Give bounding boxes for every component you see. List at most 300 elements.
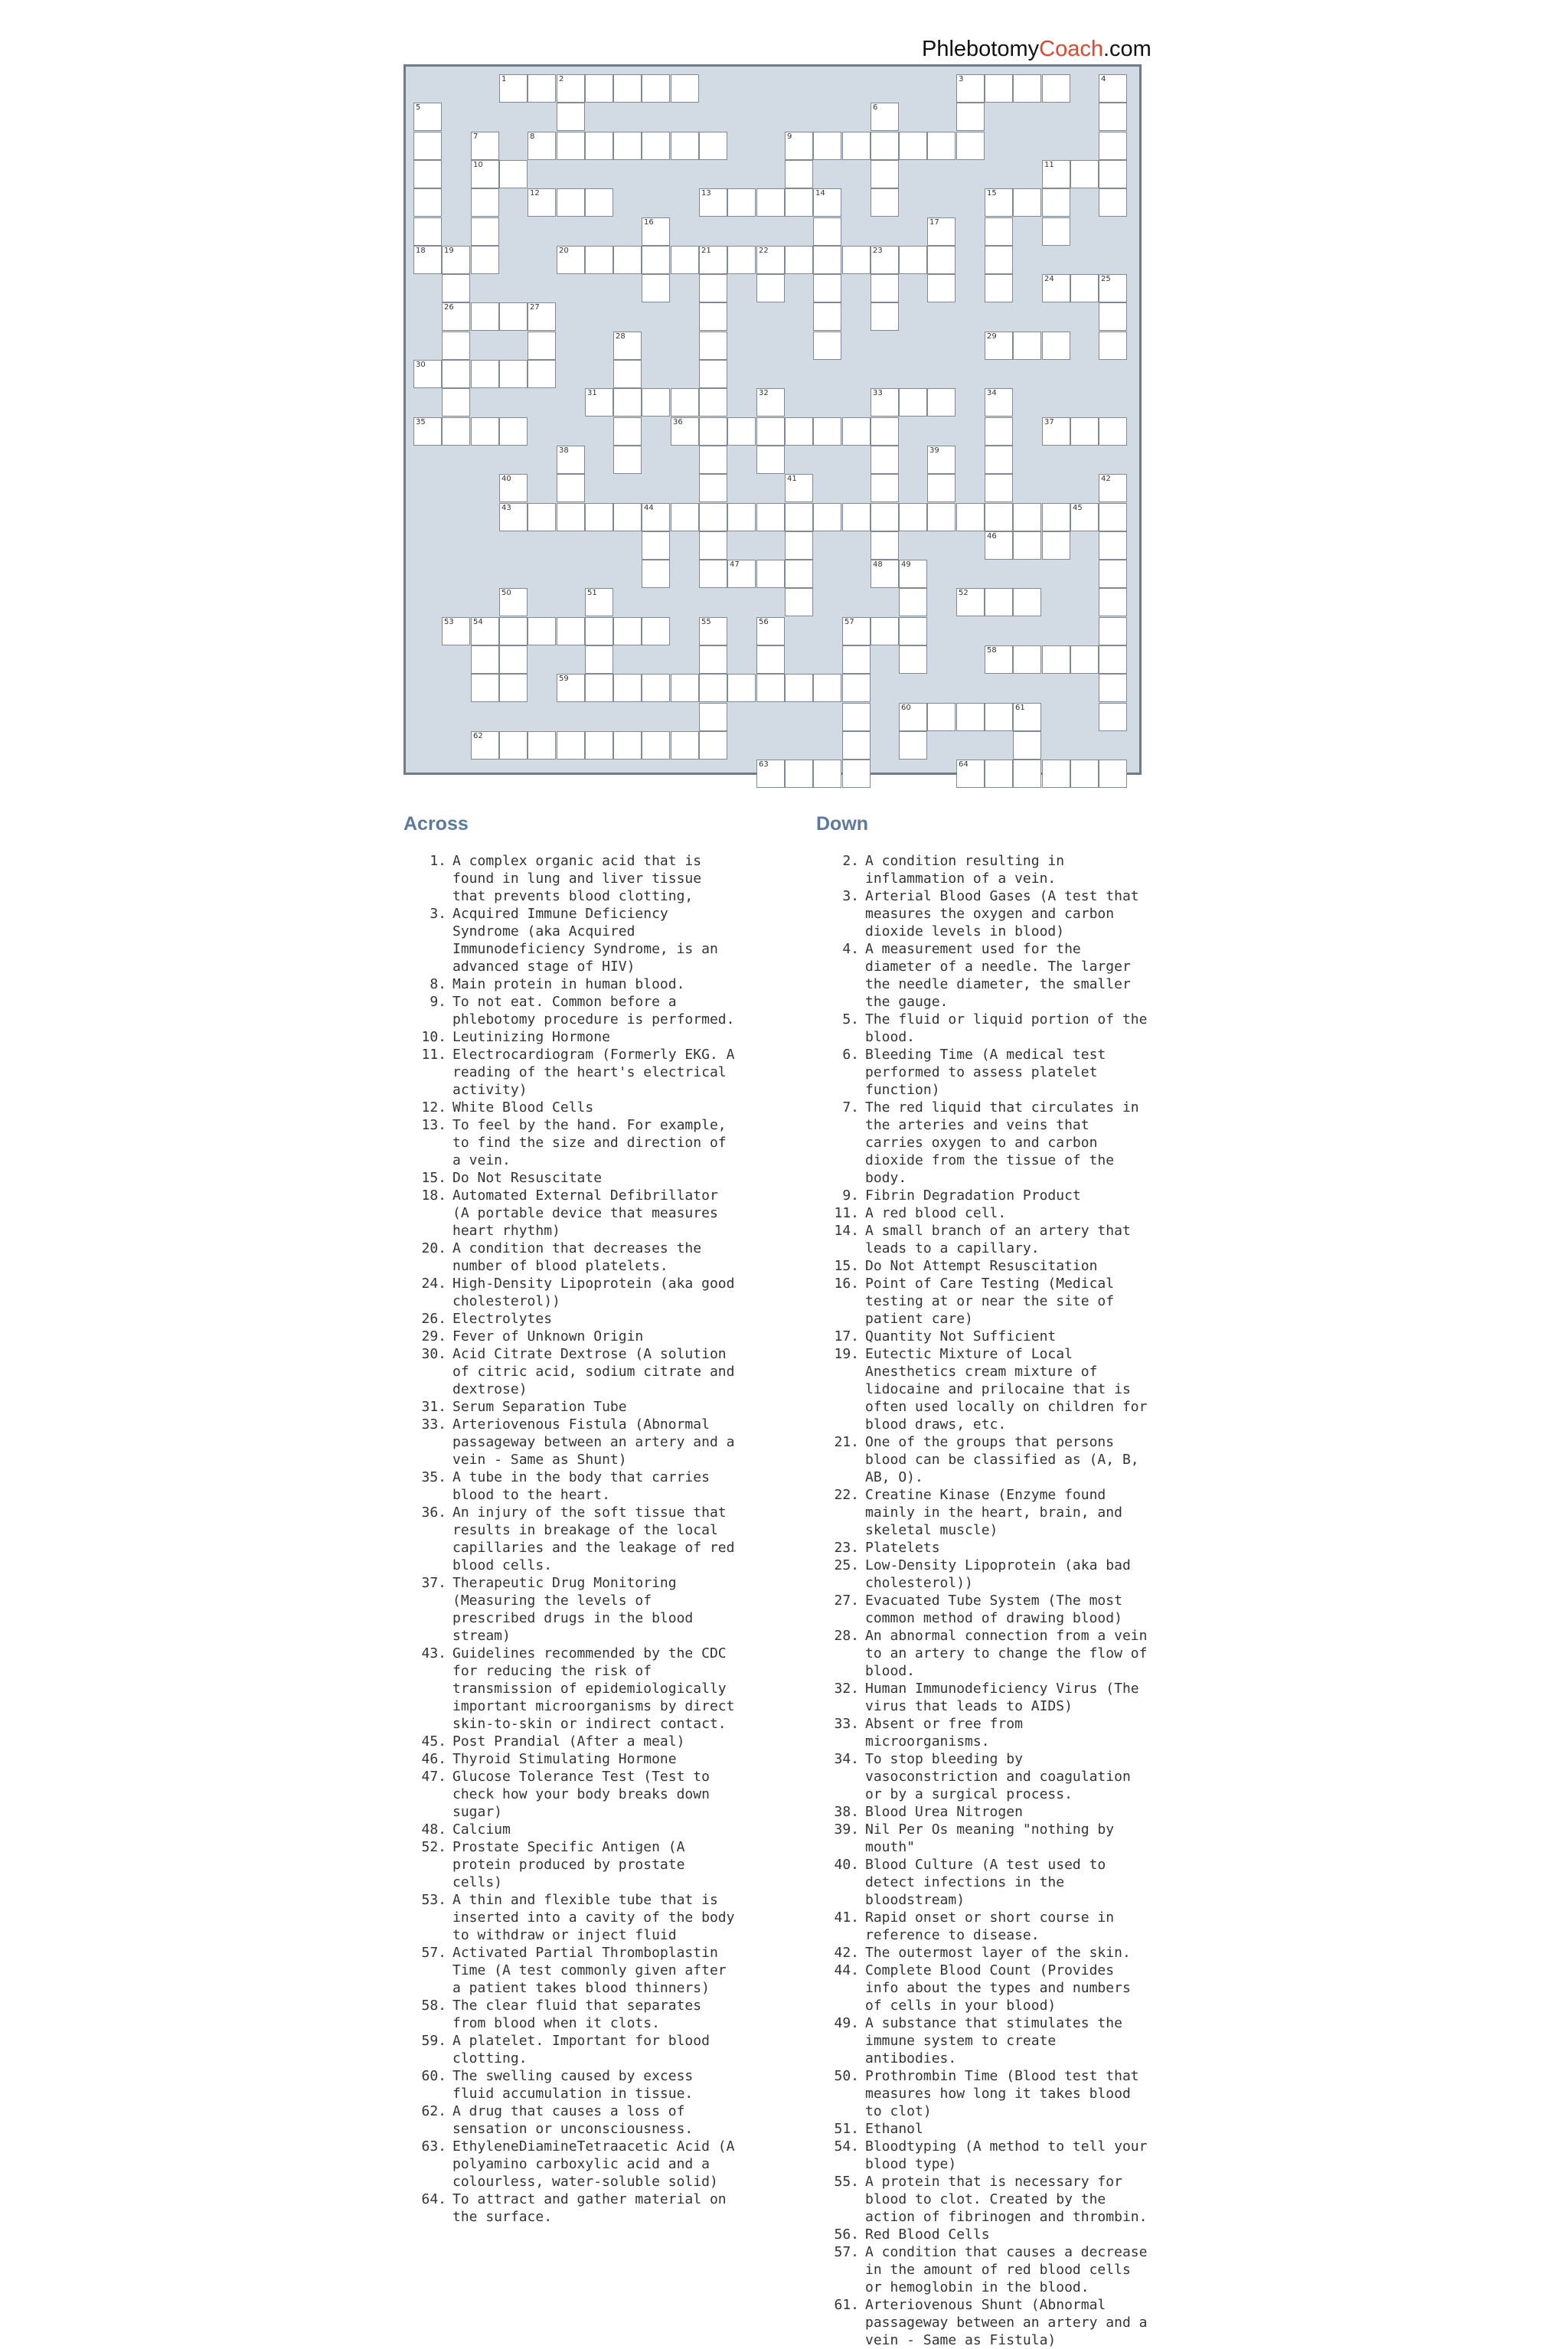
crossword-cell[interactable] bbox=[985, 246, 1013, 274]
crossword-cell[interactable] bbox=[842, 503, 871, 531]
cell-number: 31 bbox=[587, 389, 597, 397]
crossword-cell[interactable] bbox=[442, 302, 470, 331]
crossword-cell[interactable] bbox=[985, 417, 1013, 446]
crossword-cell[interactable] bbox=[642, 674, 670, 702]
crossword-cell[interactable] bbox=[613, 132, 642, 160]
crossword-cell[interactable] bbox=[785, 188, 813, 217]
crossword-cell[interactable] bbox=[671, 731, 699, 760]
crossword-cell[interactable] bbox=[1099, 132, 1127, 160]
crossword-cell[interactable] bbox=[557, 132, 585, 160]
crossword-cell[interactable] bbox=[557, 246, 585, 274]
crossword-cell[interactable] bbox=[557, 617, 585, 645]
crossword-cell[interactable] bbox=[613, 503, 642, 531]
crossword-cell[interactable] bbox=[842, 703, 871, 731]
crossword-cell[interactable] bbox=[813, 302, 841, 331]
crossword-cell[interactable] bbox=[1013, 332, 1041, 360]
crossword-cell[interactable] bbox=[471, 417, 499, 446]
crossword-cell[interactable] bbox=[671, 246, 699, 274]
crossword-cell[interactable] bbox=[442, 274, 470, 302]
crossword-cell[interactable] bbox=[927, 132, 956, 160]
crossword-cell[interactable] bbox=[842, 246, 871, 274]
crossword-cell[interactable] bbox=[528, 132, 556, 160]
crossword-cell[interactable] bbox=[1013, 703, 1041, 731]
crossword-cell[interactable] bbox=[613, 731, 642, 760]
crossword-cell[interactable] bbox=[756, 674, 785, 702]
crossword-cell[interactable] bbox=[671, 132, 699, 160]
crossword-cell[interactable] bbox=[871, 560, 899, 588]
crossword-cell[interactable] bbox=[413, 246, 442, 274]
crossword-cell[interactable] bbox=[671, 74, 699, 103]
crossword-cell[interactable] bbox=[899, 731, 927, 760]
crossword-cell[interactable] bbox=[985, 74, 1013, 103]
cell-number: 46 bbox=[987, 532, 997, 541]
crossword-cell[interactable] bbox=[1099, 74, 1127, 103]
across-clue bbox=[403, 1169, 740, 1187]
crossword-cell[interactable] bbox=[871, 274, 899, 302]
crossword-cell[interactable] bbox=[1042, 417, 1070, 446]
crossword-cell[interactable] bbox=[785, 531, 813, 560]
crossword-cell[interactable] bbox=[985, 645, 1013, 674]
crossword-cell[interactable] bbox=[813, 274, 841, 302]
crossword-cell[interactable] bbox=[1042, 160, 1070, 188]
crossword-cell[interactable] bbox=[671, 503, 699, 531]
crossword-cell[interactable] bbox=[813, 246, 841, 274]
crossword-cell[interactable] bbox=[699, 617, 727, 645]
crossword-cell[interactable] bbox=[899, 617, 927, 645]
crossword-cell[interactable] bbox=[1099, 332, 1127, 360]
crossword-cell[interactable] bbox=[1013, 645, 1041, 674]
crossword-cell[interactable] bbox=[642, 731, 670, 760]
crossword-cell[interactable] bbox=[471, 160, 499, 188]
crossword-cell[interactable] bbox=[842, 760, 871, 788]
crossword-cell[interactable] bbox=[471, 302, 499, 331]
crossword-cell[interactable] bbox=[927, 703, 956, 731]
crossword-cell[interactable] bbox=[1099, 474, 1127, 502]
clue-text: A condition that decreases the number of blood platelets. bbox=[452, 1240, 702, 1274]
crossword-cell[interactable] bbox=[557, 74, 585, 103]
clue-number: 11. bbox=[421, 1047, 446, 1063]
clue-text: Point of Care Testing (Medical testing at or near the site of patient care) bbox=[865, 1276, 1115, 1327]
crossword-cell[interactable] bbox=[785, 760, 813, 788]
clue-number: 56. bbox=[834, 2226, 859, 2243]
crossword-cell[interactable] bbox=[1013, 503, 1041, 531]
crossword-cell[interactable] bbox=[1099, 531, 1127, 560]
crossword-cell[interactable] bbox=[1099, 617, 1127, 645]
crossword-cell[interactable] bbox=[613, 617, 642, 645]
cell-number: 12 bbox=[530, 189, 540, 198]
crossword-cell[interactable] bbox=[528, 74, 556, 103]
crossword-cell[interactable] bbox=[413, 217, 442, 246]
crossword-cell[interactable] bbox=[785, 503, 813, 531]
down-clue bbox=[816, 2014, 1153, 2067]
cell-number: 40 bbox=[501, 475, 511, 483]
crossword-cell[interactable] bbox=[499, 360, 528, 388]
crossword-cell[interactable] bbox=[585, 74, 613, 103]
crossword-cell[interactable] bbox=[756, 645, 785, 674]
crossword-cell[interactable] bbox=[442, 617, 470, 645]
crossword-cell[interactable] bbox=[813, 503, 841, 531]
crossword-cell[interactable] bbox=[1099, 588, 1127, 616]
crossword-cell[interactable] bbox=[699, 388, 727, 417]
crossword-cell[interactable] bbox=[871, 531, 899, 560]
crossword-cell[interactable] bbox=[1042, 188, 1070, 217]
crossword-cell[interactable] bbox=[1013, 731, 1041, 760]
crossword-cell[interactable] bbox=[557, 103, 585, 131]
crossword-cell[interactable] bbox=[557, 731, 585, 760]
crossword-cell[interactable] bbox=[727, 246, 756, 274]
crossword-cell[interactable] bbox=[499, 302, 528, 331]
crossword-cell[interactable] bbox=[699, 274, 727, 302]
cell-number: 48 bbox=[873, 560, 883, 569]
crossword-cell[interactable] bbox=[927, 474, 956, 502]
crossword-cell[interactable] bbox=[956, 103, 985, 131]
crossword-cell[interactable] bbox=[499, 74, 528, 103]
crossword-cell[interactable] bbox=[842, 617, 871, 645]
crossword-cell[interactable] bbox=[528, 332, 556, 360]
crossword-cell[interactable] bbox=[613, 74, 642, 103]
crossword-cell[interactable] bbox=[1042, 274, 1070, 302]
crossword-cell[interactable] bbox=[585, 645, 613, 674]
crossword-cell[interactable] bbox=[499, 160, 528, 188]
crossword-cell[interactable] bbox=[1070, 645, 1099, 674]
crossword-cell[interactable] bbox=[813, 674, 841, 702]
crossword-cell[interactable] bbox=[585, 188, 613, 217]
crossword-cell[interactable] bbox=[985, 531, 1013, 560]
crossword-cell[interactable] bbox=[756, 246, 785, 274]
crossword-cell[interactable] bbox=[956, 703, 985, 731]
crossword-cell[interactable] bbox=[699, 474, 727, 502]
crossword-cell[interactable] bbox=[699, 703, 727, 731]
crossword-cell[interactable] bbox=[871, 160, 899, 188]
crossword-cell[interactable] bbox=[642, 217, 670, 246]
crossword-cell[interactable] bbox=[727, 503, 756, 531]
crossword-cell[interactable] bbox=[871, 417, 899, 446]
crossword-cell[interactable] bbox=[585, 246, 613, 274]
crossword-cell[interactable] bbox=[528, 188, 556, 217]
crossword-cell[interactable] bbox=[985, 588, 1013, 616]
crossword-cell[interactable] bbox=[871, 388, 899, 417]
clue-text: Arteriovenous Fistula (Abnormal passageway between an artery and a vein - Same as Shunt) bbox=[452, 1416, 735, 1468]
crossword-cell[interactable] bbox=[727, 560, 756, 588]
crossword-cell[interactable] bbox=[699, 645, 727, 674]
crossword-cell[interactable] bbox=[842, 132, 871, 160]
cell-number: 20 bbox=[559, 247, 569, 255]
crossword-cell[interactable] bbox=[699, 246, 727, 274]
crossword-cell[interactable] bbox=[1099, 302, 1127, 331]
crossword-cell[interactable] bbox=[985, 274, 1013, 302]
crossword-cell[interactable] bbox=[727, 417, 756, 446]
crossword-cell[interactable] bbox=[413, 417, 442, 446]
crossword-cell[interactable] bbox=[613, 674, 642, 702]
crossword-cell[interactable] bbox=[813, 217, 841, 246]
crossword-cell[interactable] bbox=[671, 417, 699, 446]
crossword-cell[interactable] bbox=[642, 560, 670, 588]
cell-number: 52 bbox=[959, 589, 969, 597]
crossword-cell[interactable] bbox=[442, 246, 470, 274]
crossword-cell[interactable] bbox=[1042, 332, 1070, 360]
clue-text: Guidelines recommended by the CDC for reducing the risk of transmission of epidemiologically important microorganisms by direct skin-to-skin or indirect contact. bbox=[452, 1645, 735, 1732]
crossword-cell[interactable] bbox=[699, 503, 727, 531]
crossword-cell[interactable] bbox=[642, 274, 670, 302]
crossword-cell[interactable] bbox=[985, 332, 1013, 360]
crossword-cell[interactable] bbox=[585, 503, 613, 531]
crossword-cell[interactable] bbox=[899, 388, 927, 417]
crossword-cell[interactable] bbox=[585, 674, 613, 702]
crossword-cell[interactable] bbox=[899, 703, 927, 731]
crossword-cell[interactable] bbox=[585, 388, 613, 417]
crossword-cell[interactable] bbox=[871, 132, 899, 160]
crossword-cell[interactable] bbox=[785, 417, 813, 446]
crossword-cell[interactable] bbox=[985, 388, 1013, 417]
crossword-cell[interactable] bbox=[871, 188, 899, 217]
crossword-cell[interactable] bbox=[899, 560, 927, 588]
crossword-cell[interactable] bbox=[756, 446, 785, 474]
crossword-cell[interactable] bbox=[699, 302, 727, 331]
crossword-cell[interactable] bbox=[671, 674, 699, 702]
crossword-cell[interactable] bbox=[927, 388, 956, 417]
crossword-cell[interactable] bbox=[871, 446, 899, 474]
crossword-cell[interactable] bbox=[1070, 760, 1099, 788]
crossword-cell[interactable] bbox=[927, 446, 956, 474]
crossword-cell[interactable] bbox=[756, 188, 785, 217]
crossword-cell[interactable] bbox=[1070, 503, 1099, 531]
crossword-cell[interactable] bbox=[756, 617, 785, 645]
crossword-cell[interactable] bbox=[956, 74, 985, 103]
crossword-cell[interactable] bbox=[871, 474, 899, 502]
crossword-cell[interactable] bbox=[642, 503, 670, 531]
crossword-cell[interactable] bbox=[557, 446, 585, 474]
crossword-cell[interactable] bbox=[671, 388, 699, 417]
crossword-cell[interactable] bbox=[499, 731, 528, 760]
crossword-cell[interactable] bbox=[499, 645, 528, 674]
crossword-cell[interactable] bbox=[499, 617, 528, 645]
crossword-cell[interactable] bbox=[1070, 417, 1099, 446]
crossword-cell[interactable] bbox=[842, 674, 871, 702]
crossword-cell[interactable] bbox=[813, 132, 841, 160]
crossword-cell[interactable] bbox=[1099, 103, 1127, 131]
crossword-cell[interactable] bbox=[1042, 74, 1070, 103]
crossword-cell[interactable] bbox=[413, 160, 442, 188]
crossword-cell[interactable] bbox=[985, 217, 1013, 246]
crossword-cell[interactable] bbox=[585, 617, 613, 645]
crossword-cell[interactable] bbox=[557, 474, 585, 502]
crossword-cell[interactable] bbox=[985, 188, 1013, 217]
crossword-cell[interactable] bbox=[413, 103, 442, 131]
crossword-cell[interactable] bbox=[442, 388, 470, 417]
clue-text: Evacuated Tube System (The most common method of drawing blood) bbox=[865, 1593, 1122, 1626]
crossword-cell[interactable] bbox=[613, 332, 642, 360]
crossword-cell[interactable] bbox=[785, 132, 813, 160]
crossword-cell[interactable] bbox=[699, 446, 727, 474]
crossword-cell[interactable] bbox=[927, 503, 956, 531]
clue-number: 7. bbox=[842, 1099, 859, 1116]
crossword-cell[interactable] bbox=[1099, 274, 1127, 302]
crossword-cell[interactable] bbox=[899, 132, 927, 160]
crossword-cell[interactable] bbox=[699, 188, 727, 217]
crossword-cell[interactable] bbox=[1099, 417, 1127, 446]
crossword-cell[interactable] bbox=[642, 132, 670, 160]
crossword-cell[interactable] bbox=[756, 760, 785, 788]
crossword-cell[interactable] bbox=[413, 132, 442, 160]
crossword-cell[interactable] bbox=[871, 617, 899, 645]
crossword-cell[interactable] bbox=[785, 588, 813, 616]
crossword-cell[interactable] bbox=[756, 274, 785, 302]
crossword-cell[interactable] bbox=[471, 645, 499, 674]
crossword-cell[interactable] bbox=[699, 560, 727, 588]
crossword-cell[interactable] bbox=[1042, 645, 1070, 674]
down-clue bbox=[816, 1821, 1153, 1856]
crossword-cell[interactable] bbox=[471, 188, 499, 217]
crossword-cell[interactable] bbox=[927, 274, 956, 302]
crossword-cell[interactable] bbox=[499, 588, 528, 616]
crossword-cell[interactable] bbox=[785, 560, 813, 588]
crossword-cell[interactable] bbox=[1013, 188, 1041, 217]
crossword-cell[interactable] bbox=[442, 360, 470, 388]
crossword-cell[interactable] bbox=[471, 617, 499, 645]
cell-number: 5 bbox=[416, 103, 421, 112]
crossword-cell[interactable] bbox=[985, 503, 1013, 531]
crossword-cell[interactable] bbox=[585, 731, 613, 760]
crossword-cell[interactable] bbox=[1099, 645, 1127, 674]
crossword-cell[interactable] bbox=[813, 760, 841, 788]
crossword-cell[interactable] bbox=[1099, 503, 1127, 531]
crossword-cell[interactable] bbox=[1013, 588, 1041, 616]
crossword-cell[interactable] bbox=[642, 246, 670, 274]
crossword-cell[interactable] bbox=[842, 417, 871, 446]
crossword-cell[interactable] bbox=[956, 588, 985, 616]
crossword-cell[interactable] bbox=[499, 674, 528, 702]
crossword-cell[interactable] bbox=[813, 417, 841, 446]
crossword-cell[interactable] bbox=[699, 132, 727, 160]
crossword-cell[interactable] bbox=[613, 246, 642, 274]
crossword-cell[interactable] bbox=[813, 332, 841, 360]
crossword-cell[interactable] bbox=[985, 474, 1013, 502]
crossword-cell[interactable] bbox=[756, 503, 785, 531]
crossword-cell[interactable] bbox=[956, 132, 985, 160]
crossword-cell[interactable] bbox=[585, 588, 613, 616]
crossword-cell[interactable] bbox=[985, 446, 1013, 474]
crossword-cell[interactable] bbox=[842, 731, 871, 760]
crossword-cell[interactable] bbox=[471, 217, 499, 246]
crossword-cell[interactable] bbox=[585, 132, 613, 160]
crossword-cell[interactable] bbox=[1070, 274, 1099, 302]
clue-number: 52. bbox=[421, 1839, 446, 1855]
crossword-cell[interactable] bbox=[699, 332, 727, 360]
clue-number: 19. bbox=[834, 1346, 859, 1362]
crossword-cell[interactable] bbox=[699, 531, 727, 560]
crossword-cell[interactable] bbox=[899, 645, 927, 674]
crossword-cell[interactable] bbox=[871, 103, 899, 131]
crossword-cell[interactable] bbox=[699, 674, 727, 702]
crossword-cell[interactable] bbox=[471, 731, 499, 760]
crossword-cell[interactable] bbox=[1013, 74, 1041, 103]
crossword-cell[interactable] bbox=[727, 188, 756, 217]
crossword-cell[interactable] bbox=[756, 388, 785, 417]
crossword-cell[interactable] bbox=[528, 302, 556, 331]
crossword-cell[interactable] bbox=[899, 503, 927, 531]
crossword-cell[interactable] bbox=[557, 188, 585, 217]
crossword-cell[interactable] bbox=[557, 674, 585, 702]
crossword-cell[interactable] bbox=[927, 217, 956, 246]
crossword-cell[interactable] bbox=[1099, 188, 1127, 217]
crossword-cell[interactable] bbox=[1070, 160, 1099, 188]
clue-text: Arterial Blood Gases (A test that measures the oxygen and carbon dioxide levels in blood) bbox=[865, 888, 1139, 939]
crossword-cell[interactable] bbox=[499, 474, 528, 502]
crossword-cell[interactable] bbox=[985, 703, 1013, 731]
crossword-cell[interactable] bbox=[1042, 503, 1070, 531]
crossword-cell[interactable] bbox=[413, 360, 442, 388]
crossword-cell[interactable] bbox=[1042, 217, 1070, 246]
crossword-cell[interactable] bbox=[813, 188, 841, 217]
crossword-cell[interactable] bbox=[1042, 531, 1070, 560]
crossword-cell[interactable] bbox=[699, 731, 727, 760]
crossword-cell[interactable] bbox=[642, 617, 670, 645]
crossword-cell[interactable] bbox=[871, 503, 899, 531]
crossword-cell[interactable] bbox=[471, 360, 499, 388]
crossword-cell[interactable] bbox=[1042, 760, 1070, 788]
crossword-cell[interactable] bbox=[1099, 760, 1127, 788]
cell-number: 2 bbox=[559, 75, 564, 83]
crossword-cell[interactable] bbox=[899, 246, 927, 274]
crossword-cell[interactable] bbox=[613, 417, 642, 446]
crossword-cell[interactable] bbox=[785, 246, 813, 274]
crossword-cell[interactable] bbox=[471, 246, 499, 274]
crossword-cell[interactable] bbox=[642, 531, 670, 560]
crossword-cell[interactable] bbox=[613, 446, 642, 474]
crossword-cell[interactable] bbox=[642, 388, 670, 417]
crossword-cell[interactable] bbox=[785, 160, 813, 188]
crossword-cell[interactable] bbox=[413, 188, 442, 217]
crossword-cell[interactable] bbox=[471, 132, 499, 160]
crossword-cell[interactable] bbox=[785, 474, 813, 502]
crossword-cell[interactable] bbox=[1099, 703, 1127, 731]
crossword-cell[interactable] bbox=[499, 417, 528, 446]
crossword-cell[interactable] bbox=[613, 360, 642, 388]
crossword-cell[interactable] bbox=[471, 674, 499, 702]
crossword-cell[interactable] bbox=[871, 246, 899, 274]
crossword-cell[interactable] bbox=[528, 617, 556, 645]
crossword-cell[interactable] bbox=[1013, 760, 1041, 788]
crossword-cell[interactable] bbox=[727, 674, 756, 702]
crossword-cell[interactable] bbox=[699, 360, 727, 388]
crossword-cell[interactable] bbox=[956, 760, 985, 788]
crossword-cell[interactable] bbox=[927, 246, 956, 274]
crossword-cell[interactable] bbox=[528, 731, 556, 760]
crossword-cell[interactable] bbox=[442, 417, 470, 446]
crossword-cell[interactable] bbox=[528, 360, 556, 388]
crossword-cell[interactable] bbox=[871, 302, 899, 331]
across-clue bbox=[403, 1838, 740, 1891]
crossword-cell[interactable] bbox=[557, 503, 585, 531]
crossword-cell[interactable] bbox=[1099, 560, 1127, 588]
crossword-cell[interactable] bbox=[613, 388, 642, 417]
crossword-cell[interactable] bbox=[699, 417, 727, 446]
crossword-cell[interactable] bbox=[842, 645, 871, 674]
crossword-cell[interactable] bbox=[528, 503, 556, 531]
crossword-cell[interactable] bbox=[1013, 531, 1041, 560]
crossword-cell[interactable] bbox=[1099, 160, 1127, 188]
crossword-cell[interactable] bbox=[499, 503, 528, 531]
crossword-cell[interactable] bbox=[442, 332, 470, 360]
crossword-cell[interactable] bbox=[985, 760, 1013, 788]
crossword-cell[interactable] bbox=[899, 588, 927, 616]
crossword-cell[interactable] bbox=[756, 560, 785, 588]
crossword-cell[interactable] bbox=[785, 674, 813, 702]
crossword-cell[interactable] bbox=[756, 417, 785, 446]
crossword-cell[interactable] bbox=[1099, 674, 1127, 702]
crossword-cell[interactable] bbox=[642, 74, 670, 103]
crossword-cell[interactable] bbox=[956, 503, 985, 531]
